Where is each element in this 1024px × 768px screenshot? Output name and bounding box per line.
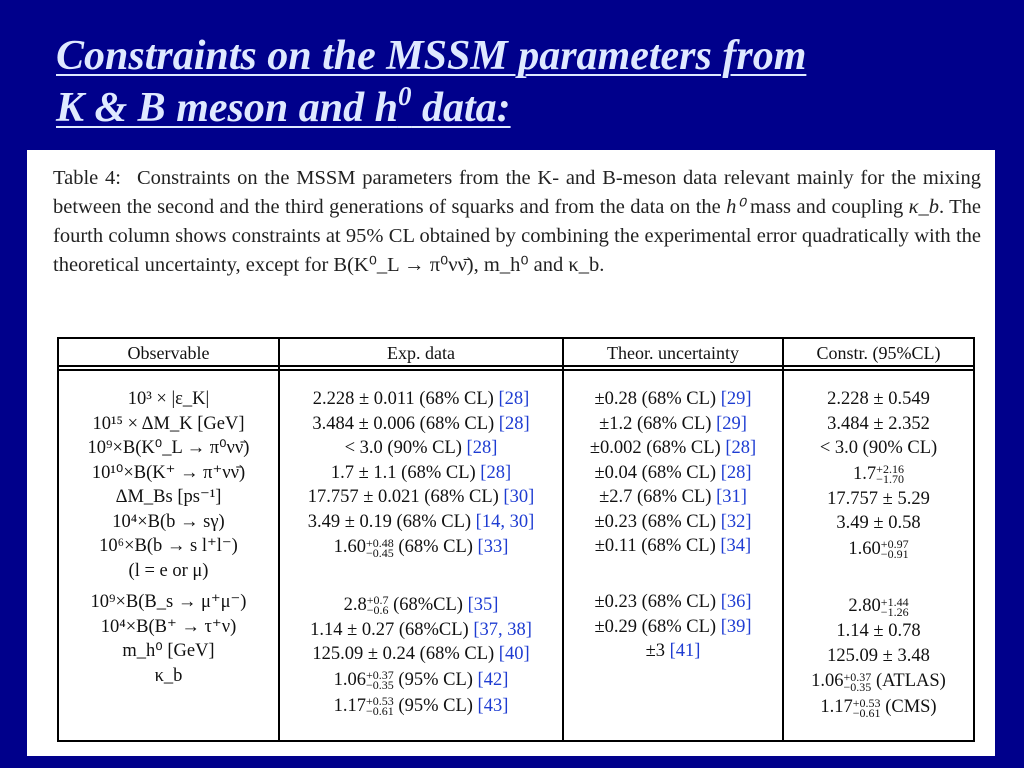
constraint-value: 1.17 — [820, 697, 853, 717]
theor-uncertainty-cell — [564, 639, 782, 664]
exp-data-cell — [280, 560, 562, 585]
constraint-cell — [784, 562, 973, 587]
reference-link: [28] — [498, 413, 530, 434]
error-bounds — [366, 694, 394, 719]
exp-data-cell — [280, 436, 562, 461]
header-theor-uncertainty: Theor. uncertainty — [607, 343, 739, 363]
constraint-cell — [784, 668, 973, 694]
exp-data-cell — [280, 485, 562, 510]
theor-uncertainty-value: ±3 — [645, 641, 670, 661]
constraint-value: 1.7 — [853, 463, 877, 484]
exp-data-value: 125.09 ± 0.24 (68% CL) — [312, 644, 499, 664]
theor-uncertainty-cell — [564, 485, 782, 510]
theor-uncertainty-cell — [564, 387, 782, 412]
constraint-suffix: (ATLAS) — [871, 671, 946, 691]
constraint-value: 17.757 ± 5.29 — [827, 488, 930, 509]
lower-error: −0.45 — [366, 545, 394, 560]
lower-error: −0.91 — [880, 547, 909, 562]
reference-link: [32] — [720, 511, 752, 532]
constraint-value: 1.06 — [811, 671, 844, 691]
exp-data-cell — [280, 642, 562, 667]
theor-uncertainty-value: ±0.23 (68% CL) — [594, 511, 721, 532]
theor-uncertainty-cell — [564, 461, 782, 486]
observable-cell: 10¹⁵ × ΔM_K [GeV] — [92, 413, 245, 434]
reference-link: [33] — [477, 537, 509, 557]
observable-cell: 10⁴×B(B⁺ → τ⁺ν) — [100, 616, 237, 637]
exp-data-suffix: (95% CL) — [393, 669, 478, 690]
error-bounds — [880, 537, 909, 562]
lower-error: −0.35 — [843, 679, 872, 694]
reference-link: [28] — [466, 438, 498, 458]
theor-uncertainty-cell — [564, 615, 782, 640]
caption-exception: B(K⁰_L → π⁰νν̄), m_h⁰ and κ_b. — [333, 254, 605, 276]
exp-data-column — [280, 387, 562, 719]
error-bounds — [880, 594, 909, 619]
title-superscript: 0 — [397, 81, 412, 111]
header-rule-top — [59, 365, 973, 367]
upper-error: +2.16 — [876, 462, 904, 477]
title-line-2 — [56, 82, 956, 134]
exp-data-suffix: (68% CL) — [393, 537, 478, 557]
row-gap — [564, 583, 782, 590]
observable-cell: m_h⁰ [GeV] — [122, 641, 215, 661]
exp-data-suffix: (68%CL) — [388, 594, 468, 615]
constraint-cell — [784, 511, 973, 536]
exp-data-value: 1.17 — [333, 695, 366, 716]
exp-data-value: 17.757 ± 0.021 (68% CL) — [307, 487, 504, 507]
reference-link: [28] — [480, 462, 512, 483]
caption-text-3: . The fourth column shows constraints at 95% CL obtained by combining the experimental error quadratically with the theoretical uncertainty, except for — [53, 196, 981, 276]
constraint-cell — [784, 593, 973, 619]
theor-uncertainty-value: ±0.002 (68% CL) — [589, 438, 726, 458]
observable-cell: κ_b — [154, 665, 183, 686]
constraint-value: 125.09 ± 3.48 — [827, 645, 930, 666]
row-gap — [280, 585, 562, 592]
reference-link: [42] — [477, 669, 509, 690]
exp-data-value: 1.60 — [333, 537, 366, 557]
constraint-value: 3.49 ± 0.58 — [836, 513, 921, 533]
lower-error: −1.70 — [876, 472, 904, 487]
upper-error: +0.7 — [366, 593, 389, 608]
slide-title — [56, 30, 956, 134]
reference-link: [28] — [498, 389, 530, 409]
constraints-table — [57, 337, 975, 742]
theor-uncertainty-value: ±0.29 (68% CL) — [594, 616, 721, 637]
exp-data-cell — [280, 592, 562, 618]
reference-link: [29] — [716, 413, 747, 434]
caption-h0: h⁰ — [726, 196, 745, 218]
constraint-cell — [784, 412, 973, 437]
exp-data-value: 1.7 ± 1.1 (68% CL) — [330, 462, 481, 483]
error-bounds — [366, 593, 389, 618]
lower-error: −0.61 — [852, 705, 881, 720]
upper-error: +1.44 — [880, 594, 909, 609]
constraint-value: 2.80 — [848, 596, 881, 616]
lower-error: −0.6 — [366, 603, 389, 618]
observable-cell: (l = e or μ) — [128, 560, 209, 581]
observable-cell: ΔM_Bs [ps⁻¹] — [115, 487, 222, 507]
reference-link: [31] — [716, 487, 747, 507]
title-line-2-pre: K & B meson and h — [56, 85, 398, 131]
upper-error: +0.53 — [852, 695, 881, 710]
table-caption — [53, 164, 981, 280]
theor-uncertainty-cell — [564, 559, 782, 584]
exp-data-value: 3.484 ± 0.006 (68% CL) — [312, 413, 499, 434]
constraint-value: < 3.0 (90% CL) — [819, 438, 938, 458]
observable-cell: 10⁹×B(K⁰_L → π⁰νν̄) — [87, 438, 250, 458]
constraint-cell — [784, 644, 973, 669]
theor-uncertainty-column — [564, 387, 782, 664]
constraint-value: 1.14 ± 0.78 — [836, 621, 921, 641]
exp-data-value: 1.06 — [333, 669, 366, 690]
constraint-cell — [784, 694, 973, 720]
error-bounds — [366, 668, 394, 693]
upper-error: +0.97 — [880, 537, 909, 552]
exp-data-value: 1.14 ± 0.27 (68%CL) — [310, 619, 474, 640]
exp-data-cell — [280, 387, 562, 412]
reference-link: [35] — [467, 594, 499, 615]
exp-data-value: < 3.0 (90% CL) — [344, 438, 467, 458]
error-bounds — [852, 695, 881, 720]
caption-label: Table 4: — [53, 167, 121, 189]
constraint-cell — [784, 387, 973, 412]
error-bounds — [843, 669, 872, 694]
constraint-value: 3.484 ± 2.352 — [827, 413, 930, 434]
exp-data-cell — [280, 618, 562, 643]
theor-uncertainty-value: ±0.11 (68% CL) — [594, 536, 721, 556]
reference-link: [43] — [477, 695, 509, 716]
theor-uncertainty-value: ±0.04 (68% CL) — [594, 462, 721, 483]
reference-link: [36] — [720, 592, 752, 612]
reference-link: [28] — [720, 462, 752, 483]
row-gap — [59, 583, 278, 590]
error-bounds — [366, 535, 394, 560]
theor-uncertainty-value: ±0.28 (68% CL) — [594, 389, 721, 409]
error-bounds — [876, 462, 904, 487]
upper-error: +0.48 — [366, 535, 394, 550]
theor-uncertainty-value: ±2.7 (68% CL) — [599, 487, 717, 507]
exp-data-cell — [280, 461, 562, 486]
observable-cell: 10¹⁰×B(K⁺ → π⁺νν̄) — [91, 462, 246, 483]
lower-error: −1.26 — [880, 604, 909, 619]
observable-column — [59, 387, 278, 688]
title-line-2-post: data: — [411, 85, 511, 131]
exp-data-cell — [280, 412, 562, 437]
observable-cell: 10⁴×B(b → sγ) — [112, 511, 225, 532]
constraint-cell — [784, 619, 973, 644]
exp-data-value: 2.228 ± 0.011 (68% CL) — [312, 389, 499, 409]
row-gap — [784, 586, 973, 593]
constraint-cell — [784, 536, 973, 562]
exp-data-cell — [280, 693, 562, 719]
theor-uncertainty-value: ±1.2 (68% CL) — [599, 413, 717, 434]
exp-data-cell — [280, 667, 562, 693]
reference-link: [37, 38] — [473, 619, 532, 640]
reference-link: [34] — [720, 536, 752, 556]
table-image-panel — [27, 150, 995, 756]
title-line-1: Constraints on the MSSM parameters from — [56, 33, 807, 79]
upper-error: +0.53 — [366, 694, 394, 709]
header-rule-bottom — [59, 369, 973, 371]
constraint-value: 2.228 ± 0.549 — [827, 389, 930, 409]
exp-data-cell — [280, 510, 562, 535]
header-constraint: Constr. (95%CL) — [816, 343, 941, 363]
constraint-cell — [784, 436, 973, 461]
reference-link: [39] — [720, 616, 752, 637]
lower-error: −0.61 — [366, 704, 394, 719]
constraint-cell — [784, 487, 973, 512]
theor-uncertainty-cell — [564, 534, 782, 559]
caption-text-1: Constraints on the MSSM parameters from the K- and B-meson data relevant mainly for the mixing between the second and the third generations of squarks and from the data on the — [53, 167, 981, 218]
caption-kb: κ_b — [908, 196, 939, 218]
reference-link: [30] — [503, 487, 535, 507]
exp-data-value: 2.8 — [343, 594, 367, 615]
reference-link: [41] — [669, 641, 701, 661]
constraint-value: 1.60 — [848, 538, 881, 559]
exp-data-value: 3.49 ± 0.19 (68% CL) — [307, 511, 476, 532]
theor-uncertainty-cell — [564, 510, 782, 535]
upper-error: +0.37 — [843, 669, 872, 684]
observable-cell: 10³ × |ε_K| — [127, 389, 210, 409]
upper-error: +0.37 — [366, 668, 394, 683]
theor-uncertainty-value: ±0.23 (68% CL) — [594, 592, 721, 612]
reference-link: [40] — [498, 644, 530, 664]
header-exp-data: Exp. data — [387, 343, 455, 363]
lower-error: −0.35 — [366, 678, 394, 693]
observable-cell: 10⁹×B(B_s → μ⁺μ⁻) — [90, 592, 247, 612]
constraint-column — [784, 387, 973, 720]
theor-uncertainty-cell — [564, 590, 782, 615]
header-observable: Observable — [127, 343, 210, 363]
exp-data-suffix: (95% CL) — [393, 695, 478, 716]
reference-link: [14, 30] — [475, 511, 535, 532]
reference-link: [28] — [725, 438, 757, 458]
constraint-suffix: (CMS) — [880, 697, 937, 717]
theor-uncertainty-cell — [564, 436, 782, 461]
exp-data-cell — [280, 534, 562, 560]
caption-text-2: mass and coupling — [744, 196, 909, 218]
reference-link: [29] — [720, 389, 752, 409]
observable-cell: 10⁶×B(b → s l⁺l⁻) — [99, 536, 238, 556]
theor-uncertainty-cell — [564, 412, 782, 437]
constraint-cell — [784, 461, 973, 487]
